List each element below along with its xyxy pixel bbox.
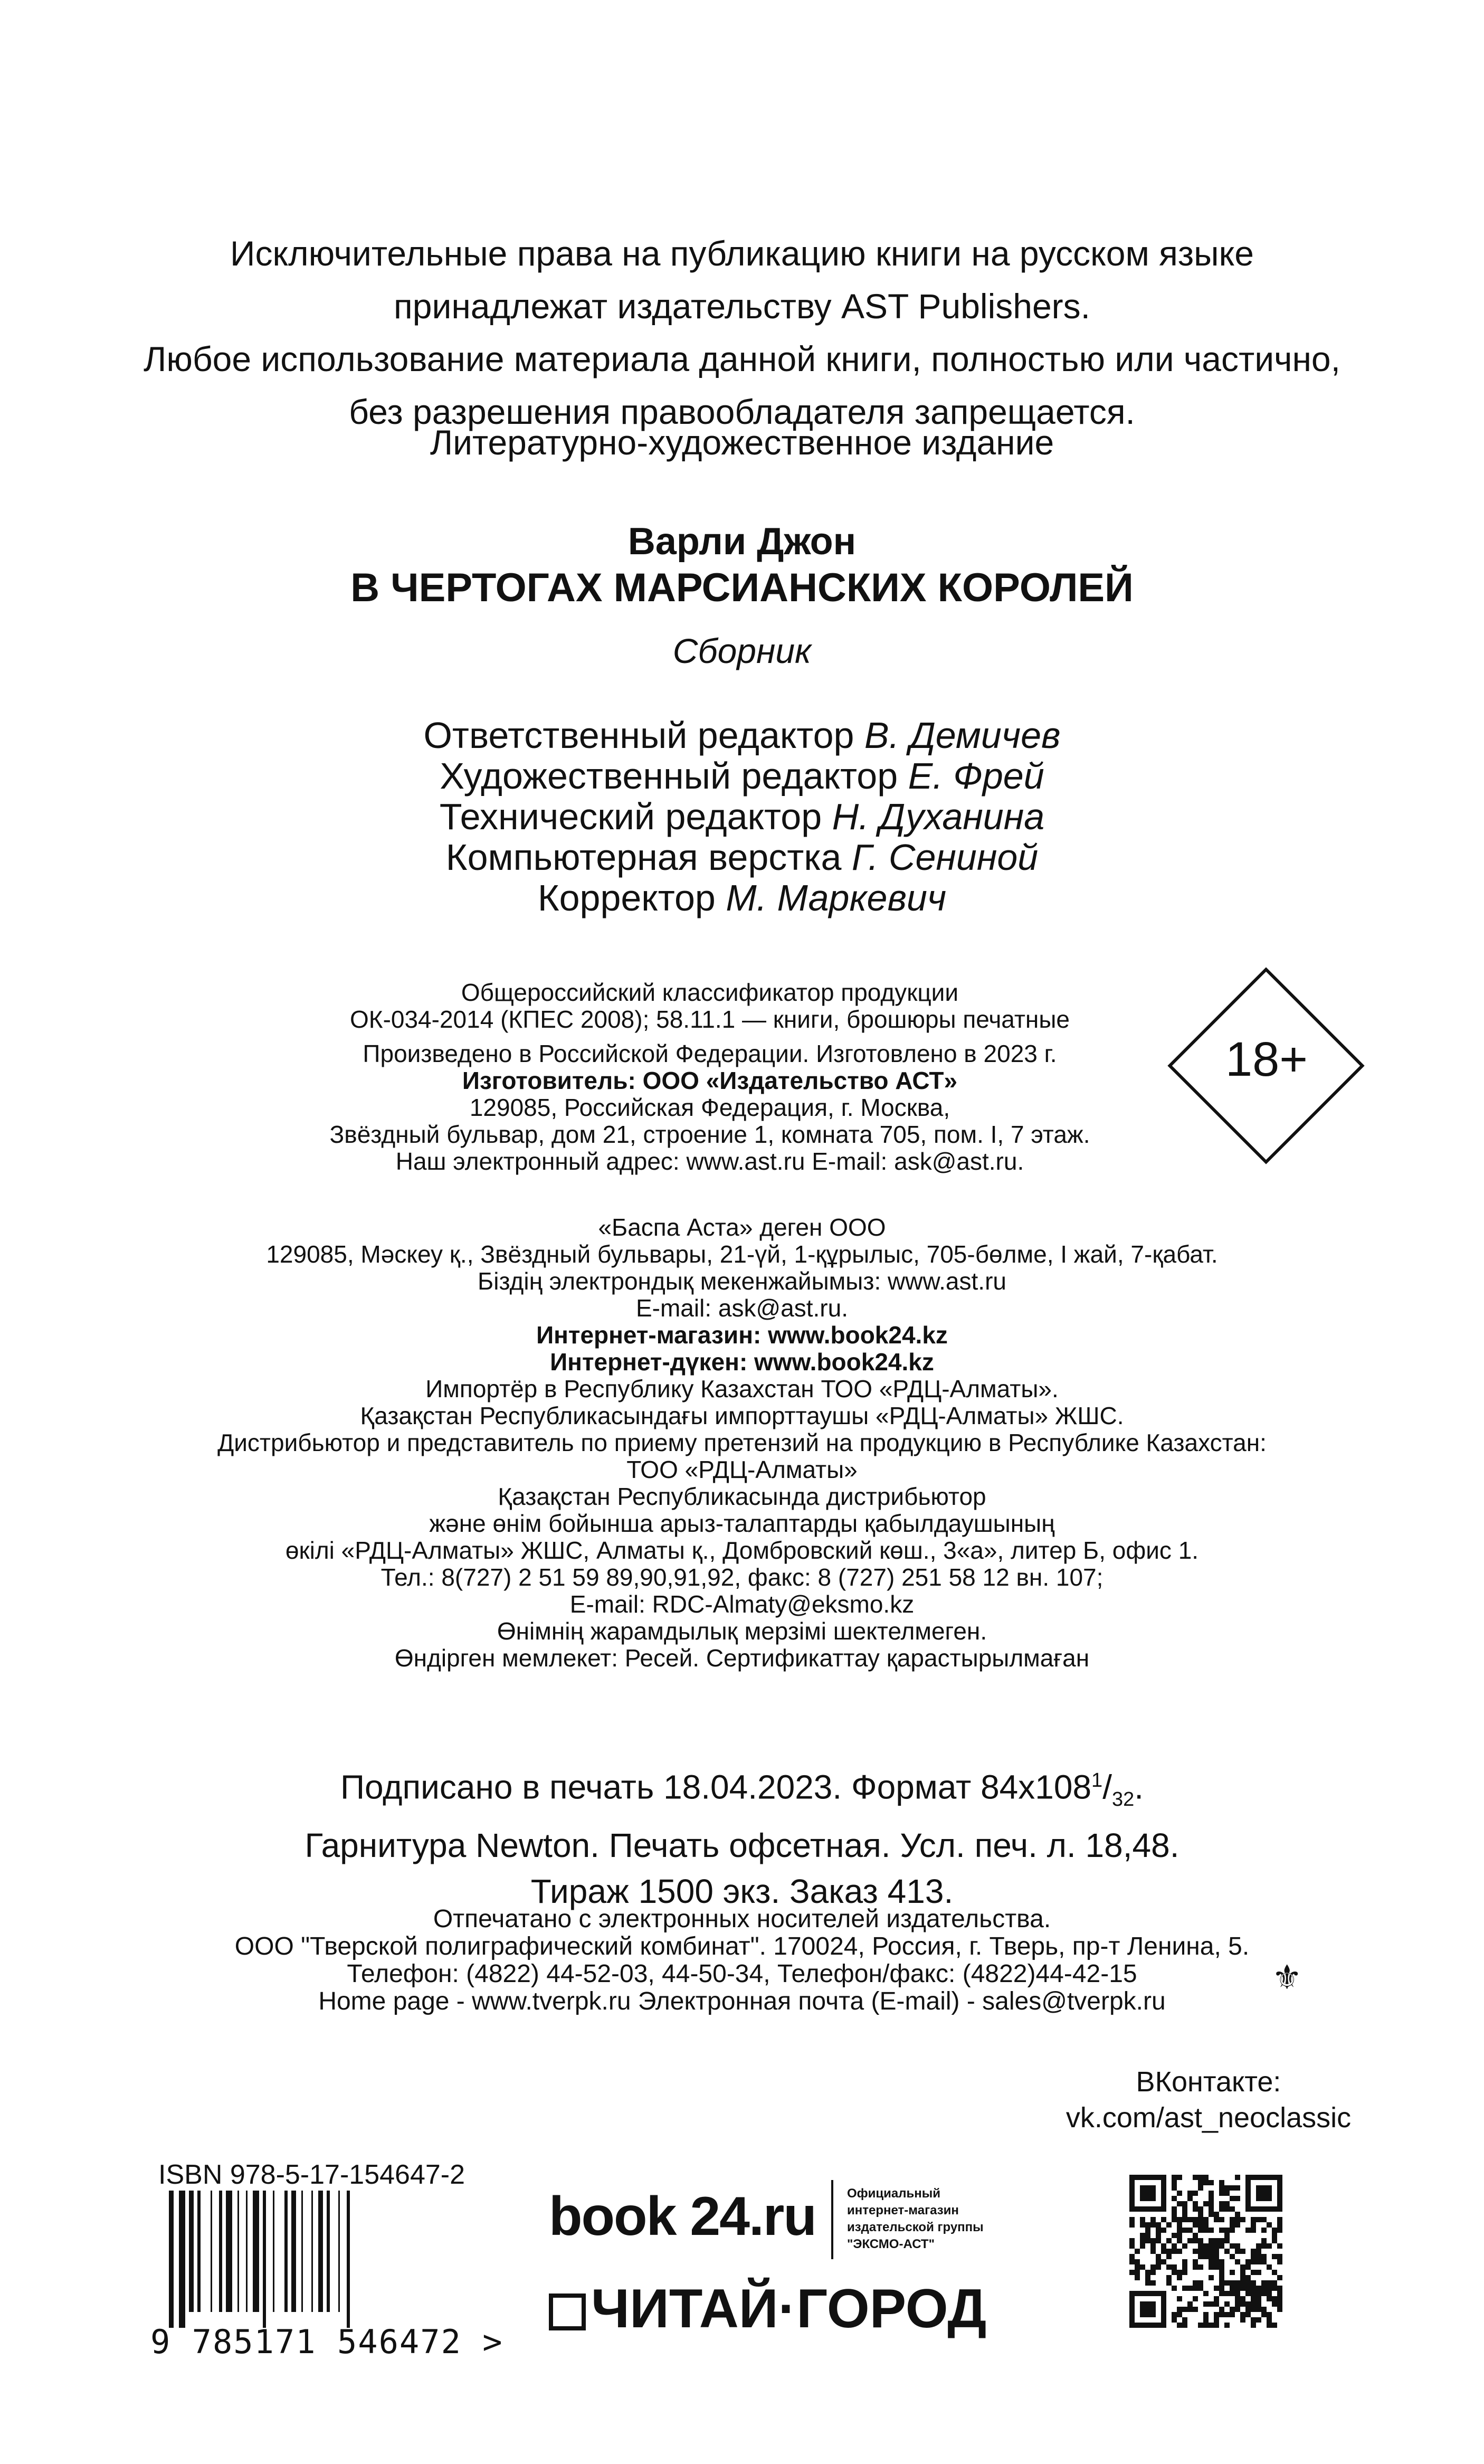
staff-item: [0, 837, 1484, 878]
manufacturer-block: [301, 979, 1119, 1175]
kz-line: Интернет-магазин: www.book24.kz: [536, 1321, 948, 1349]
kz-line: «Баспа Аста» деген ООО: [598, 1214, 886, 1241]
age-rating: 18+: [1225, 1032, 1308, 1086]
print-line: Гарнитура Newton. Печать офсетная. Усл. печ. л. 18,48.: [305, 1826, 1179, 1865]
kz-line: өкілі «РДЦ-Алматы» ЖШС, Алматы қ., Домбровский көш., 3«а», литер Б, офис 1.: [285, 1537, 1199, 1564]
kz-line: Қазақстан Республикасында дистрибьютор: [498, 1483, 986, 1510]
kz-block: [0, 1214, 1484, 1672]
rights-line: принадлежат издательству AST Publishers.: [394, 287, 1090, 326]
rights-line: без разрешения правообладателя запрещается.: [349, 392, 1135, 431]
book-title: В ЧЕРТОГАХ МАРСИАНСКИХ КОРОЛЕЙ: [350, 565, 1134, 610]
kz-line: E-mail: RDC-Almaty@eksmo.kz: [569, 1590, 915, 1618]
kz-line: E-mail: ask@ast.ru.: [635, 1294, 848, 1322]
staff-role: Ответственный редактор: [423, 715, 854, 756]
staff-item: [0, 715, 1484, 756]
classifier-line: ОК-034-2014 (КПЕС 2008); 58.11.1 — книги, брошюры печатные: [350, 1006, 1070, 1033]
kz-line: Өндірген мемлекет: Ресей. Сертификаттау қарастырылмаған: [394, 1644, 1090, 1672]
printer-line: Home page - www.tverpk.ru Электронная почта (E-mail) - sales@tverpk.ru: [318, 1987, 1166, 2015]
chitai-gorod-logo: ЧИТАЙ·ГОРОД: [549, 2278, 986, 2340]
logo-divider: [831, 2180, 833, 2259]
kz-line: Өнімнің жарамдылық мерзімі шектелмеген.: [497, 1617, 987, 1645]
kz-line: Қазақстан Республикасындағы импорттаушы «РДЦ-Алматы» ЖШС.: [360, 1402, 1124, 1429]
barcode-digits: 9 785171 546472 >: [150, 2323, 503, 2361]
vk-link[interactable]: vk.com/ast_neoclassic: [1066, 2102, 1352, 2134]
staff-role: Компьютерная верстка: [445, 837, 842, 878]
printer-line: Отпечатано с электронных носителей издательства.: [433, 1905, 1051, 1933]
kz-line: Дистрибьютор и представитель по приему претензий на продукцию в Республике Казахстан:: [217, 1429, 1267, 1456]
printer-logo-icon: ⚜: [1272, 1958, 1302, 1997]
printer-block: [0, 1906, 1484, 2015]
manufacturer-label: Изготовитель: ООО «Издательство АСТ»: [462, 1067, 958, 1094]
edition-type: Литературно-художественное издание: [430, 423, 1054, 462]
classifier-line: Общероссийский классификатор продукции: [461, 979, 959, 1006]
chitai-gorod-icon: [549, 2294, 586, 2330]
genre: Сборник: [672, 631, 812, 670]
vk-contact: [1055, 2064, 1362, 2136]
print-line: Подписано в печать 18.04.2023. Формат $84x108^1/_{32}$.: [340, 1768, 1144, 1811]
kz-line: және өнім бойынша арыз-талаптарды қабылдаушының: [429, 1510, 1055, 1537]
produced-line: Произведено в Российской Федерации. Изготовлено в 2023 г.: [363, 1040, 1057, 1067]
staff-name: Е. Фрей: [908, 755, 1044, 797]
kz-line: Интернет-дүкен: www.book24.kz: [550, 1348, 934, 1376]
vk-label: ВКонтакте:: [1136, 2066, 1281, 2098]
staff-item: [0, 878, 1484, 918]
rights-line: Исключительные права на публикацию книги на русском языке: [230, 234, 1254, 273]
kz-line: ТОО «РДЦ-Алматы»: [626, 1456, 858, 1483]
isbn: ISBN 978-5-17-154647-2: [158, 2159, 465, 2190]
printer-line: Телефон: (4822) 44-52-03, 44-50-34, Телефон/факс: (4822)44-42-15: [347, 1960, 1137, 1988]
qr-code-icon: [1129, 2175, 1282, 2328]
format-denominator: 32: [1111, 1788, 1135, 1811]
staff-name: М. Маркевич: [726, 877, 947, 918]
kz-line: 129085, Мәскеу қ., Звёздный бульвары, 21-үй, 1-құрылыс, 705-бөлме, I жай, 7-қабат.: [266, 1240, 1218, 1268]
staff-name: В. Демичев: [864, 715, 1061, 756]
format-numerator: 1: [1091, 1769, 1103, 1792]
staff-role: Художественный редактор: [440, 755, 898, 797]
rights-line: Любое использование материала данной книги, полностью или частично,: [144, 339, 1340, 378]
kz-line: Біздің электрондық мекенжайымыз: www.ast.ru: [478, 1267, 1006, 1295]
staff-role: Технический редактор: [439, 796, 822, 837]
staff-item: [0, 756, 1484, 797]
book24-logo: book 24.ru: [549, 2186, 816, 2247]
book24-note: Официальный интернет-магазин издательской группы "ЭКСМО-АСТ": [847, 2186, 984, 2251]
staff-item: [0, 797, 1484, 837]
staff-role: Корректор: [537, 877, 716, 918]
staff-list: [0, 715, 1484, 918]
manufacturer-address: 129085, Российская Федерация, г. Москва,: [469, 1094, 950, 1121]
author: Варли Джон: [627, 520, 857, 563]
print-info: [0, 1758, 1484, 1915]
print-line: Тираж 1500 экз. Заказ 413.: [530, 1872, 954, 1911]
kz-line: Импортёр в Республику Казахстан ТОО «РДЦ-Алматы».: [425, 1375, 1059, 1402]
staff-name: Н. Духанина: [832, 796, 1045, 837]
kz-line: Тел.: 8(727) 2 51 59 89,90,91,92, факс: 8 (727) 251 58 12 вн. 107;: [380, 1563, 1104, 1591]
staff-name: Г. Сениной: [851, 837, 1039, 878]
manufacturer-web: Наш электронный адрес: www.ast.ru E-mail: ask@ast.ru.: [395, 1148, 1024, 1175]
rights-notice: [0, 227, 1484, 438]
printer-line: ООО "Тверской полиграфический комбинат". 170024, Россия, г. Тверь, пр-т Ленина, 5.: [234, 1932, 1250, 1960]
manufacturer-address: Звёздный бульвар, дом 21, строение 1, комната 705, пом. I, 7 этаж.: [329, 1121, 1090, 1148]
